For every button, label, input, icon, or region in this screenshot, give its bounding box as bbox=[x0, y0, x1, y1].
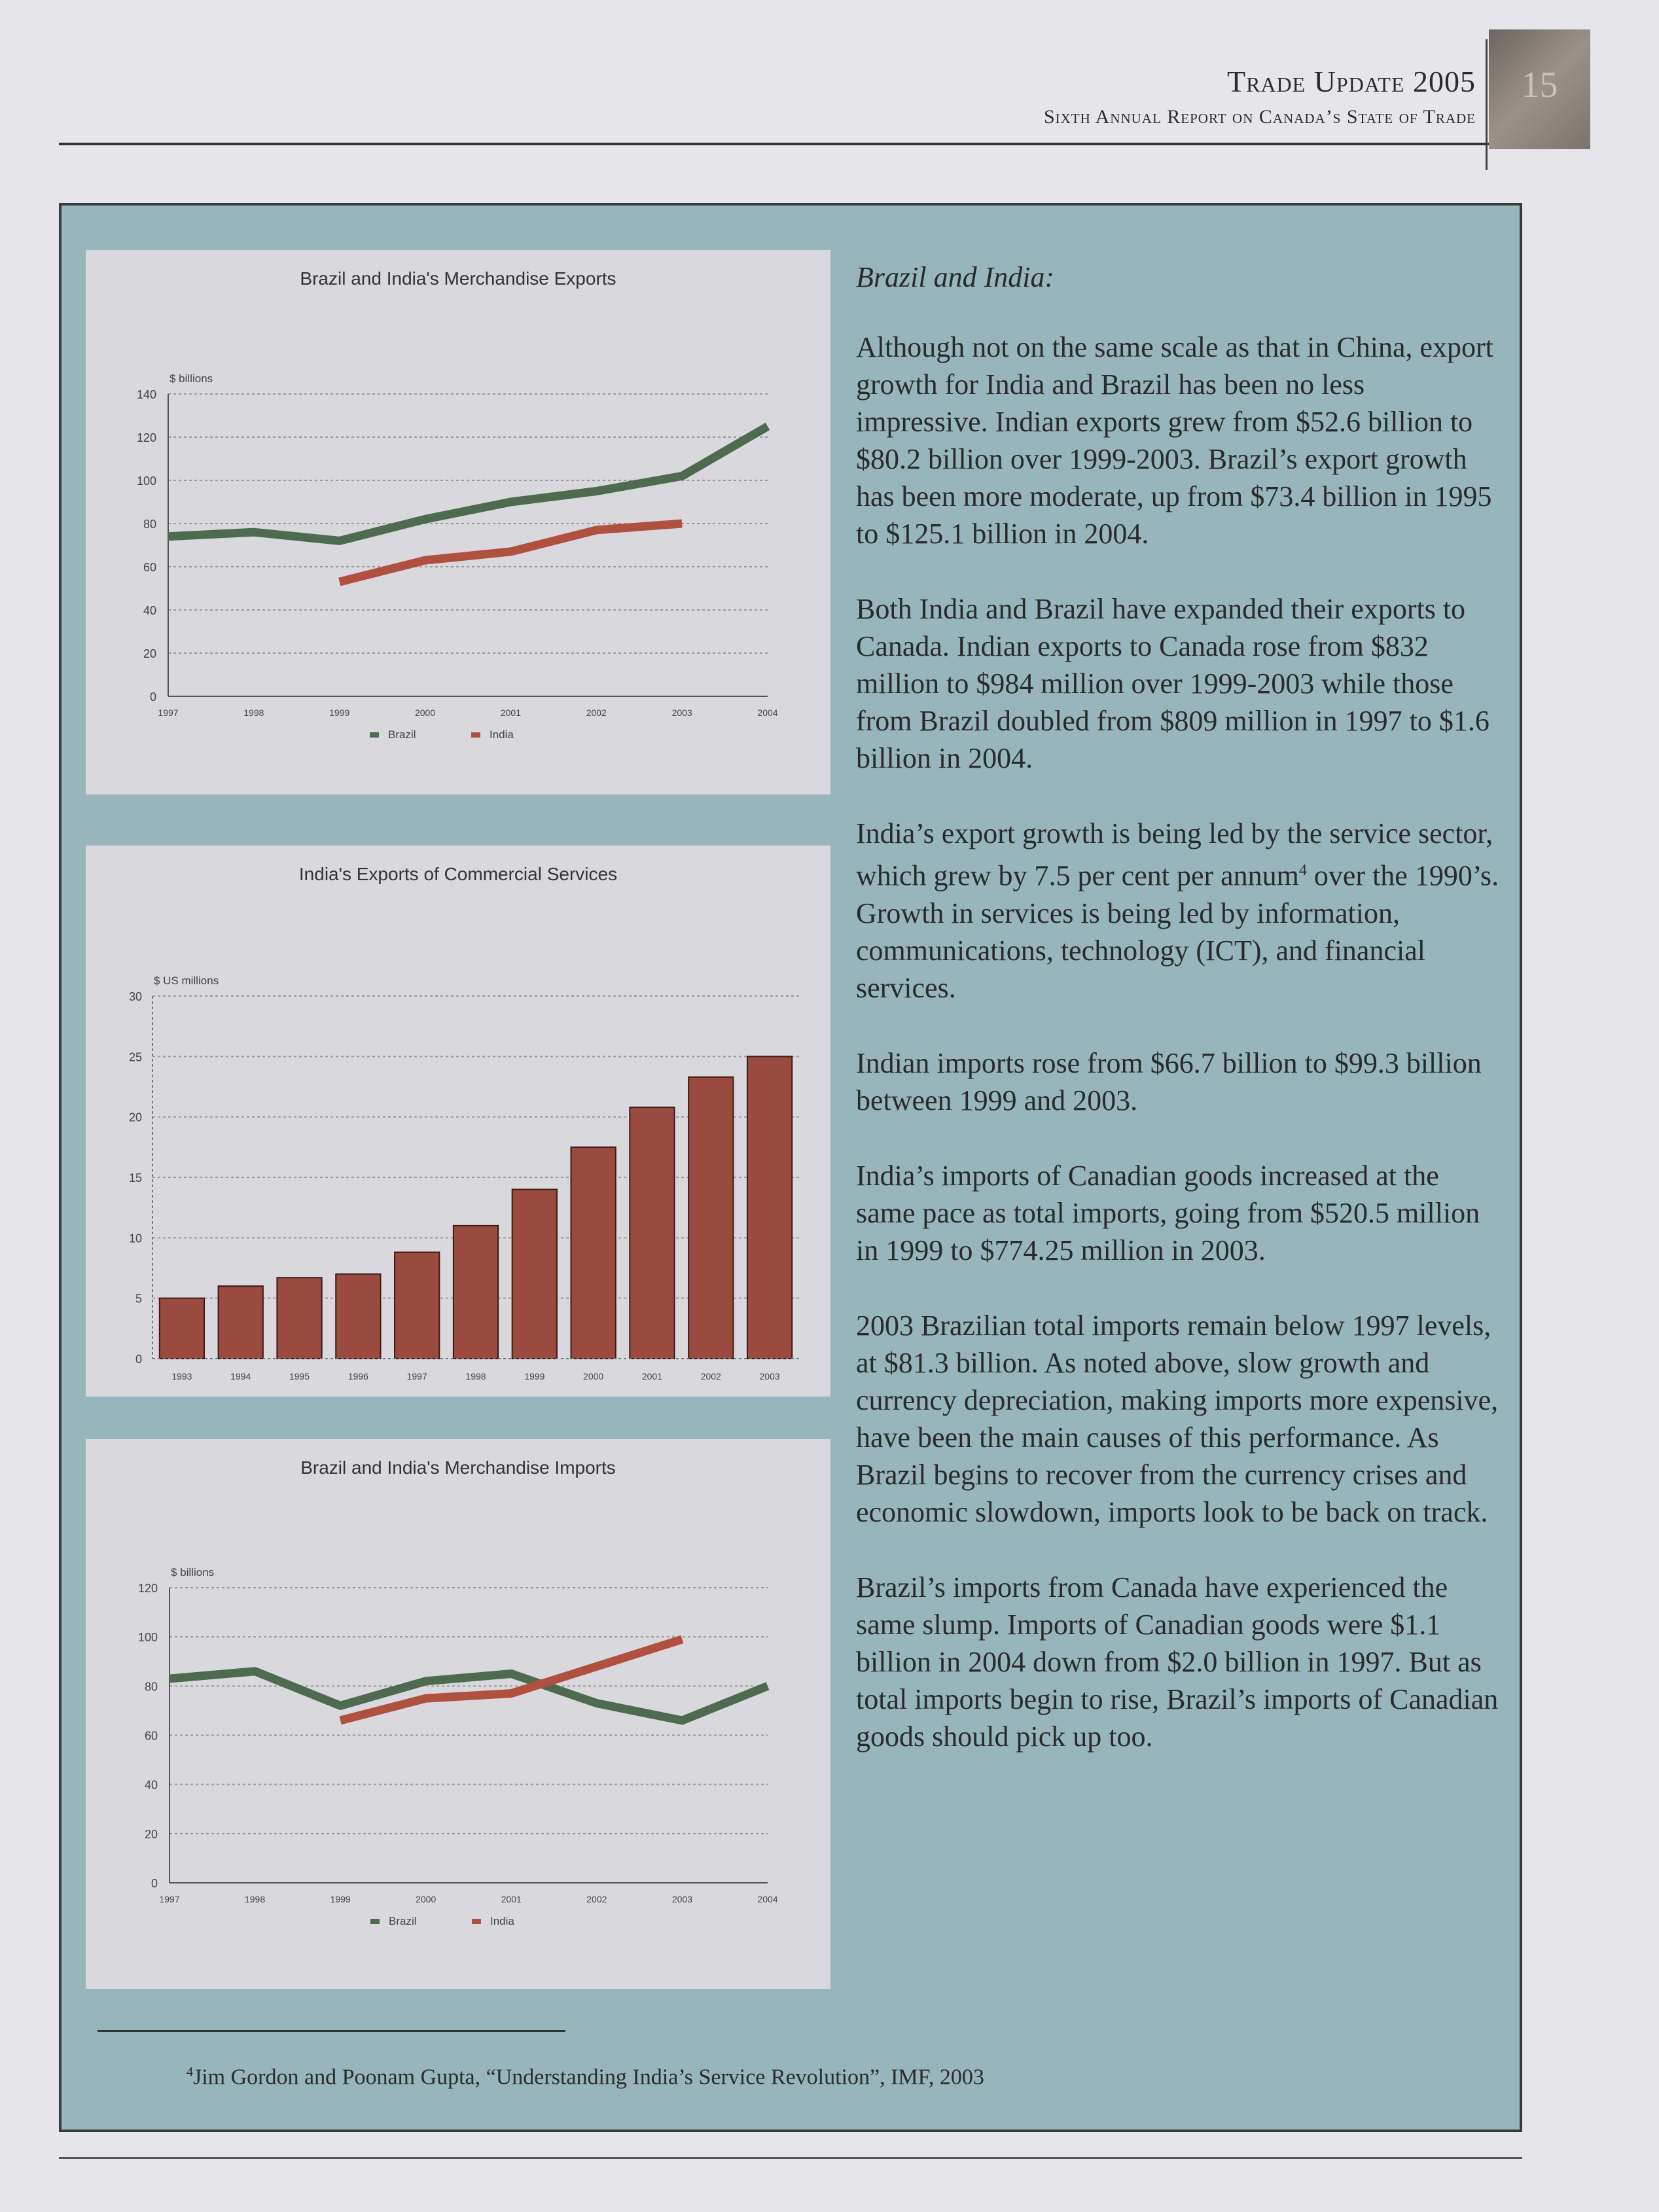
y-tick-label: 60 bbox=[143, 561, 156, 574]
bottom-rule bbox=[59, 2157, 1522, 2159]
y-tick-label: 0 bbox=[151, 1877, 158, 1890]
x-tick-label: 2001 bbox=[501, 1894, 522, 1904]
y-tick-label: 140 bbox=[136, 388, 156, 401]
y-tick-label: 0 bbox=[149, 690, 156, 704]
x-tick-label: 2000 bbox=[414, 707, 436, 718]
x-tick-label: 1997 bbox=[159, 1894, 180, 1904]
y-axis-label: $ billions bbox=[171, 1566, 215, 1579]
x-tick-label: 2001 bbox=[641, 1371, 663, 1382]
footnote-reference[interactable]: 4 bbox=[1298, 862, 1307, 879]
y-tick-label: 40 bbox=[144, 1778, 158, 1792]
chart-title: Brazil and India's Merchandise Imports bbox=[300, 1457, 616, 1478]
y-tick-label: 100 bbox=[136, 474, 156, 488]
x-tick-label: 1999 bbox=[524, 1371, 545, 1382]
x-tick-label: 1998 bbox=[243, 707, 264, 718]
legend-swatch bbox=[370, 1919, 380, 1924]
legend-label: Brazil bbox=[389, 1915, 417, 1927]
x-tick-label: 2002 bbox=[586, 707, 607, 718]
services-chart bbox=[86, 846, 830, 1397]
x-tick-label: 1994 bbox=[230, 1371, 251, 1382]
x-tick-label: 1998 bbox=[244, 1894, 266, 1904]
paragraph: Both India and Brazil have expanded their exports to Canada. Indian exports to Canada rose from $832 million to $984 million over 1999-2003 while those from Brazil doubled from $809 million in 1997 to $1.6 billion in 2004. bbox=[856, 593, 1490, 774]
x-tick-label: 2004 bbox=[757, 707, 778, 718]
y-tick-label: 10 bbox=[128, 1232, 142, 1245]
footnote-rule bbox=[98, 2030, 565, 2032]
x-tick-label: 2001 bbox=[500, 707, 522, 718]
paragraph-text: India’s export growth is being led by the service sector, which grew by 7.5 per cent per annum bbox=[856, 817, 1493, 892]
footnote bbox=[187, 2065, 984, 2090]
page-number: 15 bbox=[1521, 65, 1558, 105]
imports-chart-svg bbox=[86, 1439, 830, 1989]
header-divider bbox=[1486, 39, 1488, 170]
footnote-text: Jim Gordon and Poonam Gupta, “Understanding India’s Service Revolution”, IMF, 2003 bbox=[193, 2065, 984, 2090]
chart-title: India's Exports of Commercial Services bbox=[298, 864, 618, 884]
exports-chart-svg bbox=[86, 250, 830, 794]
paragraph: India’s imports of Canadian goods increased at the same pace as total imports, going from $520.5 million in 1999 to $774.25 million in 2003. bbox=[856, 1159, 1480, 1266]
bar-1998 bbox=[454, 1226, 498, 1359]
bar-2002 bbox=[688, 1077, 733, 1359]
legend-swatch bbox=[472, 1919, 481, 1924]
paragraph-text: over the 1990’s. Growth in services is being led by information, communications, technology (ICT), and financial services. bbox=[856, 859, 1499, 1004]
paragraph: 2003 Brazilian total imports remain below 1997 levels, at $81.3 billion. As noted above, slow growth and currency depreciation, making imports more expensive, have been the main causes of this performance. As Brazil begins to recover from the currency crises and economic slowdown, imports look to be back on track. bbox=[856, 1309, 1499, 1528]
x-tick-label: 1998 bbox=[465, 1371, 486, 1382]
y-tick-label: 80 bbox=[144, 1680, 158, 1694]
y-axis-label: $ billions bbox=[169, 372, 213, 385]
y-tick-label: 120 bbox=[137, 1582, 158, 1595]
y-tick-label: 80 bbox=[143, 518, 156, 531]
y-tick-label: 15 bbox=[128, 1171, 142, 1185]
x-tick-label: 1997 bbox=[406, 1371, 427, 1382]
legend-label: India bbox=[490, 1915, 514, 1927]
bar-1995 bbox=[277, 1277, 321, 1359]
y-tick-label: 20 bbox=[144, 1827, 158, 1841]
bar-1994 bbox=[219, 1286, 263, 1359]
x-tick-label: 2004 bbox=[757, 1894, 778, 1904]
x-tick-label: 1993 bbox=[171, 1371, 192, 1382]
header-rule bbox=[59, 143, 1528, 145]
y-tick-label: 100 bbox=[137, 1631, 158, 1645]
report-subtitle: Sixth Annual Report on Canada’s State of Trade bbox=[1043, 106, 1476, 128]
footnote-marker: 4 bbox=[187, 2065, 193, 2079]
x-tick-label: 2000 bbox=[416, 1894, 437, 1904]
paragraph bbox=[856, 815, 1501, 1007]
x-tick-label: 2000 bbox=[583, 1371, 604, 1382]
y-tick-label: 0 bbox=[135, 1353, 142, 1366]
x-tick-label: 1997 bbox=[158, 707, 179, 718]
legend-swatch bbox=[370, 732, 379, 738]
bar-2003 bbox=[747, 1056, 792, 1359]
bar-2001 bbox=[630, 1107, 674, 1359]
legend-label: India bbox=[490, 728, 514, 741]
bar-1997 bbox=[395, 1252, 439, 1359]
body-text bbox=[856, 259, 1501, 1793]
y-tick-label: 120 bbox=[136, 431, 156, 444]
bar-2000 bbox=[571, 1147, 616, 1359]
x-tick-label: 2003 bbox=[671, 707, 692, 718]
x-tick-label: 1996 bbox=[348, 1371, 368, 1382]
x-tick-label: 2003 bbox=[671, 1894, 693, 1904]
chart-title: Brazil and India's Merchandise Exports bbox=[300, 268, 616, 289]
x-tick-label: 2003 bbox=[759, 1371, 780, 1382]
y-axis-label: $ US millions bbox=[154, 974, 219, 987]
y-tick-label: 25 bbox=[128, 1050, 142, 1064]
exports-chart bbox=[86, 250, 830, 794]
y-tick-label: 30 bbox=[128, 990, 142, 1003]
y-tick-label: 5 bbox=[135, 1292, 142, 1306]
report-title: Trade Update 2005 bbox=[1227, 65, 1476, 98]
page-header bbox=[0, 0, 1659, 157]
x-tick-label: 1999 bbox=[330, 1894, 351, 1904]
imports-chart bbox=[86, 1439, 830, 1989]
paragraph: Indian imports rose from $66.7 billion to $99.3 billion between 1999 and 2003. bbox=[856, 1046, 1482, 1116]
y-tick-label: 20 bbox=[128, 1111, 142, 1124]
y-tick-label: 40 bbox=[143, 604, 156, 617]
x-tick-label: 1999 bbox=[329, 707, 350, 718]
bar-1996 bbox=[336, 1274, 380, 1359]
x-tick-label: 1995 bbox=[289, 1371, 310, 1382]
paragraph: Although not on the same scale as that in China, export growth for India and Brazil has been no less impressive. Indian exports grew from $52.6 billion to $80.2 billion over 1999-2003. Brazil’s export growth has been more moderate, up from $73.4 billion in 1995 to $125.1 billion in 2004. bbox=[856, 331, 1493, 550]
y-tick-label: 20 bbox=[143, 647, 156, 660]
section-heading: Brazil and India: bbox=[856, 261, 1055, 293]
legend-label: Brazil bbox=[388, 728, 416, 741]
x-tick-label: 2002 bbox=[586, 1894, 607, 1904]
y-tick-label: 60 bbox=[144, 1729, 158, 1743]
bar-1999 bbox=[512, 1189, 557, 1359]
services-chart-svg bbox=[86, 846, 830, 1397]
bar-1993 bbox=[160, 1298, 204, 1359]
x-tick-label: 2002 bbox=[700, 1371, 721, 1382]
paragraph: Brazil’s imports from Canada have experienced the same slump. Imports of Canadian goods were $1.1 billion in 2004 down from $2.0 billion in 1997. But as total imports begin to rise, Brazil’s imports of Canadian goods should pick up too. bbox=[856, 1571, 1499, 1753]
series-line-india bbox=[340, 524, 682, 582]
legend-swatch bbox=[471, 732, 480, 738]
